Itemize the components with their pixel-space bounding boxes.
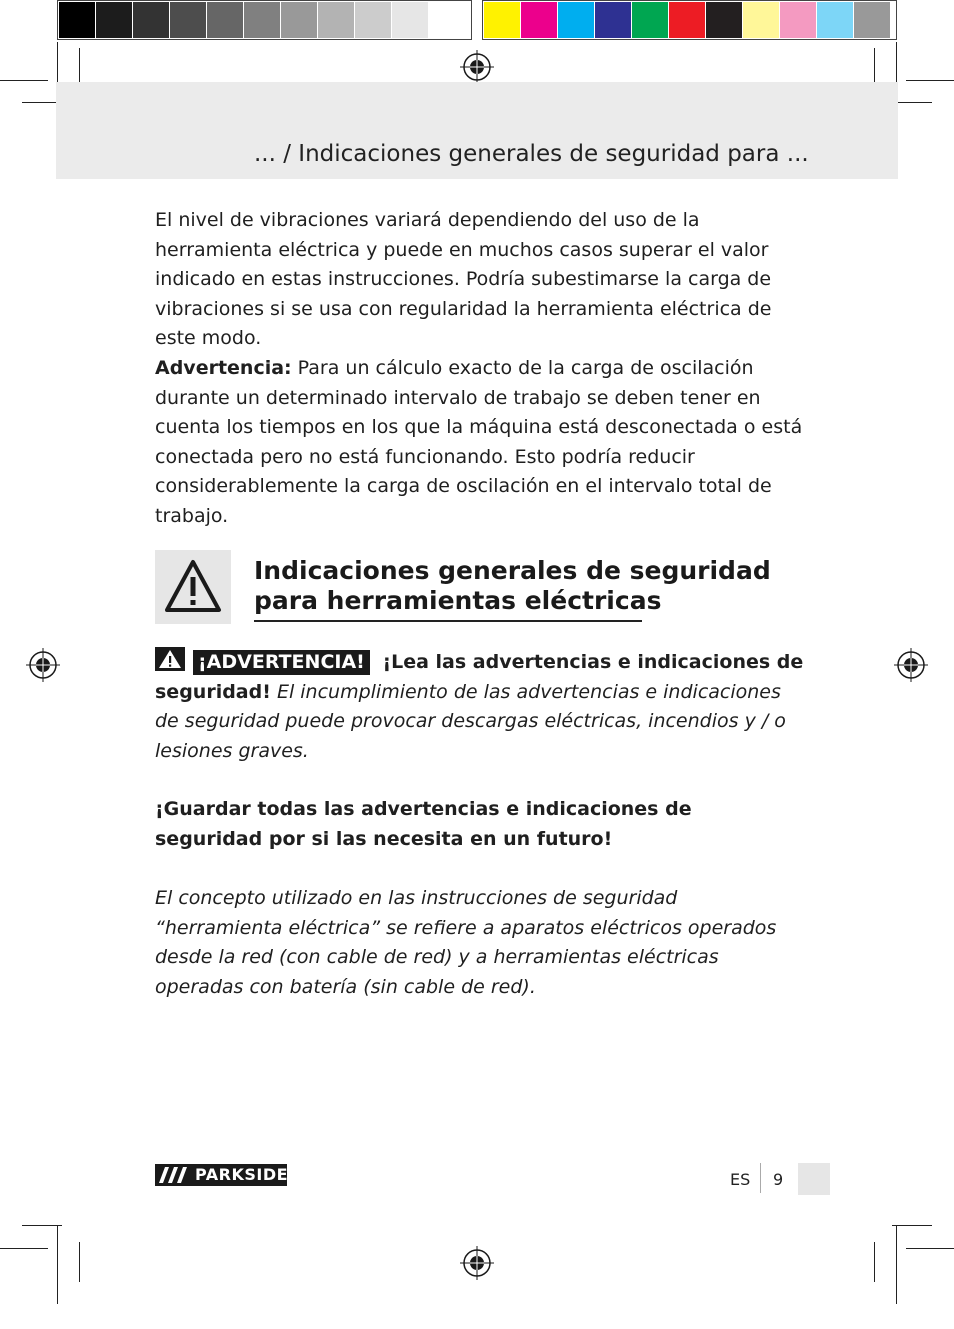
registration-mark-icon xyxy=(894,648,928,682)
stripes-logo-icon xyxy=(159,1167,191,1183)
color-swatch xyxy=(521,2,557,38)
crop-mark xyxy=(906,80,954,81)
crop-mark xyxy=(892,102,932,103)
concept-text: El concepto utilizado en las instrucciones de seguridad “herramienta eléctrica” se refiere a aparatos eléctricos operados desde la red (con cable de red) y a herramientas eléctricas operadas con batería (sin cable de red). xyxy=(155,887,777,998)
color-swatch xyxy=(244,2,280,38)
language-code: ES xyxy=(730,1170,751,1189)
vibration-paragraph xyxy=(155,206,805,354)
concept-paragraph xyxy=(155,884,805,1002)
color-swatch xyxy=(558,2,594,38)
color-swatch xyxy=(632,2,668,38)
warning-paragraph xyxy=(155,647,805,766)
brand-name: PARKSIDE xyxy=(195,1165,289,1184)
crop-mark xyxy=(874,1242,875,1282)
page-number: 9 xyxy=(773,1170,784,1189)
color-swatch xyxy=(59,2,95,38)
crop-mark xyxy=(896,1226,897,1304)
crop-mark xyxy=(0,1248,48,1249)
crop-mark xyxy=(57,1226,58,1304)
registration-mark-icon xyxy=(460,50,494,84)
section-title: Indicaciones generales de seguridad para herramientas eléctricas xyxy=(254,556,771,615)
color-swatch xyxy=(133,2,169,38)
color-swatch xyxy=(96,2,132,38)
footer-divider xyxy=(760,1163,761,1193)
color-swatch xyxy=(392,2,428,38)
warning-bold-text: ¡Lea las advertencias e indicaciones de seguridad! xyxy=(155,651,804,703)
page-header-title: ... / Indicaciones generales de seguridad para ... xyxy=(254,141,809,167)
color-scale-bar xyxy=(484,2,891,38)
advertencia-label: Advertencia: xyxy=(155,357,292,379)
parkside-logo xyxy=(155,1164,287,1186)
registration-mark-icon xyxy=(26,648,60,682)
color-swatch xyxy=(207,2,243,38)
advertencia-text: Para un cálculo exacto de la carga de oscilación durante un determinado intervalo de trabajo se deben tener en cuenta los tiempos en los que la máquina está desconectada o está conectada pero no está funcionando. Esto podría reducir considerablemente la carga de oscilación en el intervalo total de trabajo. xyxy=(155,357,803,527)
color-swatch xyxy=(743,2,779,38)
warning-italic-text: El incumplimiento de las advertencias e indicaciones de seguridad puede provocar descargas eléctricas, incendios y / o lesiones graves. xyxy=(155,680,786,762)
color-swatch xyxy=(355,2,391,38)
crop-mark xyxy=(79,1242,80,1282)
color-swatch xyxy=(318,2,354,38)
advertencia-badge: ¡ADVERTENCIA! xyxy=(193,650,370,675)
color-swatch xyxy=(854,2,890,38)
color-swatch xyxy=(780,2,816,38)
color-swatch xyxy=(669,2,705,38)
crop-mark xyxy=(892,1225,932,1226)
crop-mark xyxy=(22,1225,62,1226)
color-swatch xyxy=(706,2,742,38)
crop-mark xyxy=(0,80,48,81)
section-title-underline xyxy=(254,620,642,622)
warning-small-icon xyxy=(155,647,185,671)
color-swatch xyxy=(484,2,520,38)
color-swatch xyxy=(281,2,317,38)
warning-box xyxy=(155,550,231,624)
advertencia-paragraph xyxy=(155,354,805,531)
registration-mark-icon xyxy=(460,1246,494,1280)
color-swatch xyxy=(429,2,465,38)
warning-triangle-icon xyxy=(155,550,231,624)
keep-paragraph xyxy=(155,795,805,854)
color-swatch xyxy=(817,2,853,38)
gray-scale-bar xyxy=(59,2,466,38)
color-swatch xyxy=(595,2,631,38)
keep-text: ¡Guardar todas las advertencias e indicaciones de seguridad por si las necesita en un futuro! xyxy=(155,798,692,850)
color-swatch xyxy=(170,2,206,38)
crop-mark xyxy=(906,1248,954,1249)
vibration-text: El nivel de vibraciones variará dependiendo del uso de la herramienta eléctrica y puede en muchos casos superar el valor indicado en estas instrucciones. Podría subestimarse la carga de vibraciones si se usa con regularidad la herramienta eléctrica de este modo. xyxy=(155,209,772,349)
footer-box xyxy=(798,1163,830,1195)
